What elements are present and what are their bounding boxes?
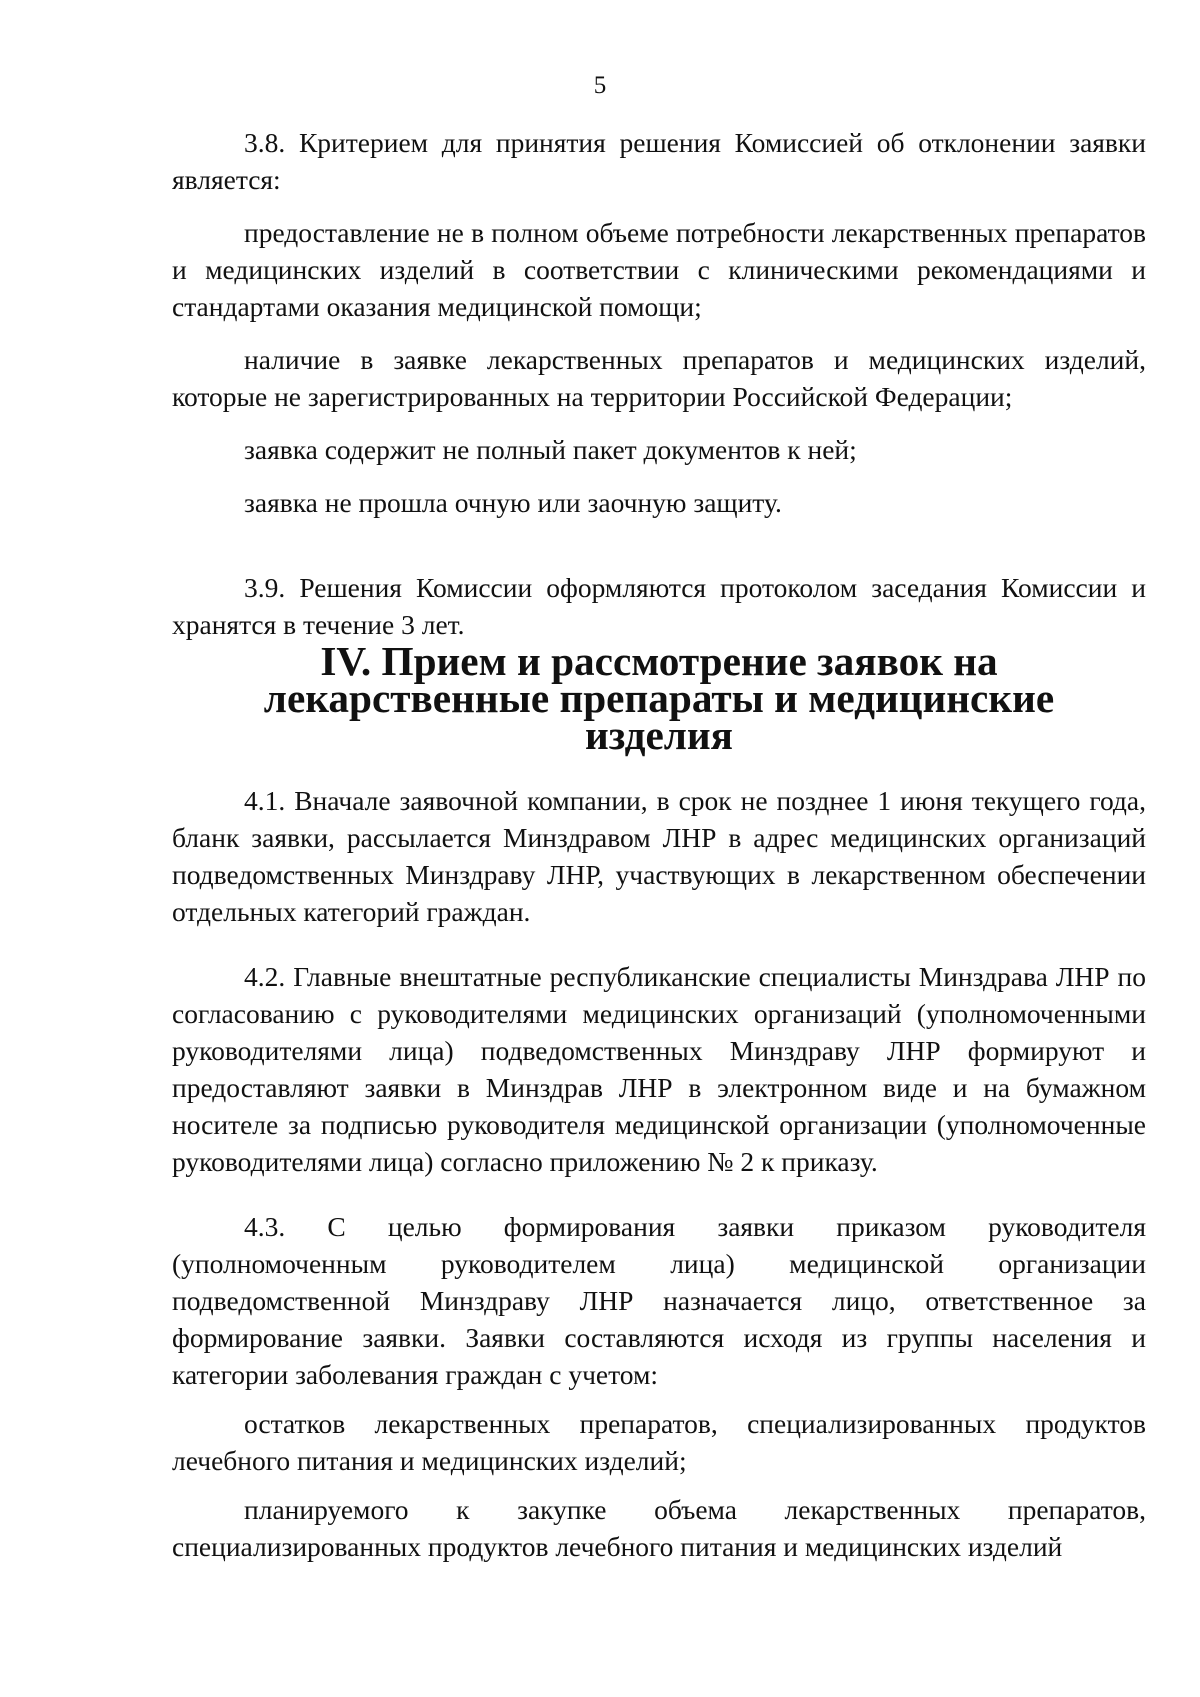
document-body [172,124,1146,1585]
paragraph-planned-volume: планируемого к закупке объема лекарственных препаратов, специализированных продуктов лечебного питания и медицинских изделий [172,1494,1146,1562]
paragraph-rejection-criterion-2: наличие в заявке лекарственных препаратов и медицинских изделий, которые не зарегистрированных на территории Российской Федерации; [172,344,1146,412]
paragraph-3-8: 3.8. Критерием для принятия решения Комиссией об отклонении заявки является: [172,127,1146,195]
paragraph-4-1: 4.1. Вначале заявочной компании, в срок не позднее 1 июня текущего года, бланк заявки, рассылается Минздравом ЛНР в адрес медицинских организаций подведомственных Минздраву ЛНР, участвующих в лекарственном обеспечении отдельных категорий граждан. [172,785,1146,927]
bottom-spacer [172,1565,1146,1585]
paragraph-rejection-criterion-1: предоставление не в полном объеме потребности лекарственных препаратов и медицинских изделий в соответствии с клиническими рекомендациями и стандартами оказания медицинской помощи; [172,217,1146,322]
paragraph-rejection-criterion-4: заявка не прошла очную или заочную защиту. [244,487,782,518]
section-heading: IV. Прием и рассмотрение заявок на лекарственные препараты и медицинские изделия [263,638,1055,758]
paragraph-rejection-criterion-3: заявка содержит не полный пакет документов к ней; [244,434,857,465]
paragraph-4-2: 4.2. Главные внештатные республиканские специалисты Минздрава ЛНР по согласованию с руководителями медицинских организаций (уполномоченными руководителями лица) подведомственных Минздраву ЛНР формируют и предоставляют заявки в Минздрав ЛНР в электронном виде и на бумажном носителе за подписью руководителя медицинской организации (уполномоченные руководителями лица) согласно приложению № 2 к приказу. [172,961,1146,1177]
paragraph-remaining-stock: остатков лекарственных препаратов, специализированных продуктов лечебного питания и медицинских изделий; [172,1408,1146,1476]
paragraph-3-9: 3.9. Решения Комиссии оформляются протоколом заседания Комиссии и хранятся в течение 3 лет. [172,572,1146,640]
page-number: 5 [593,72,607,99]
paragraph-4-3: 4.3. С целью формирования заявки приказом руководителя (уполномоченным руководителем лица) медицинской организации подведомственной Минздраву ЛНР назначается лицо, ответственное за формирование заявки. Заявки составляются исходя из группы населения и категории заболевания граждан с учетом: [172,1211,1146,1390]
